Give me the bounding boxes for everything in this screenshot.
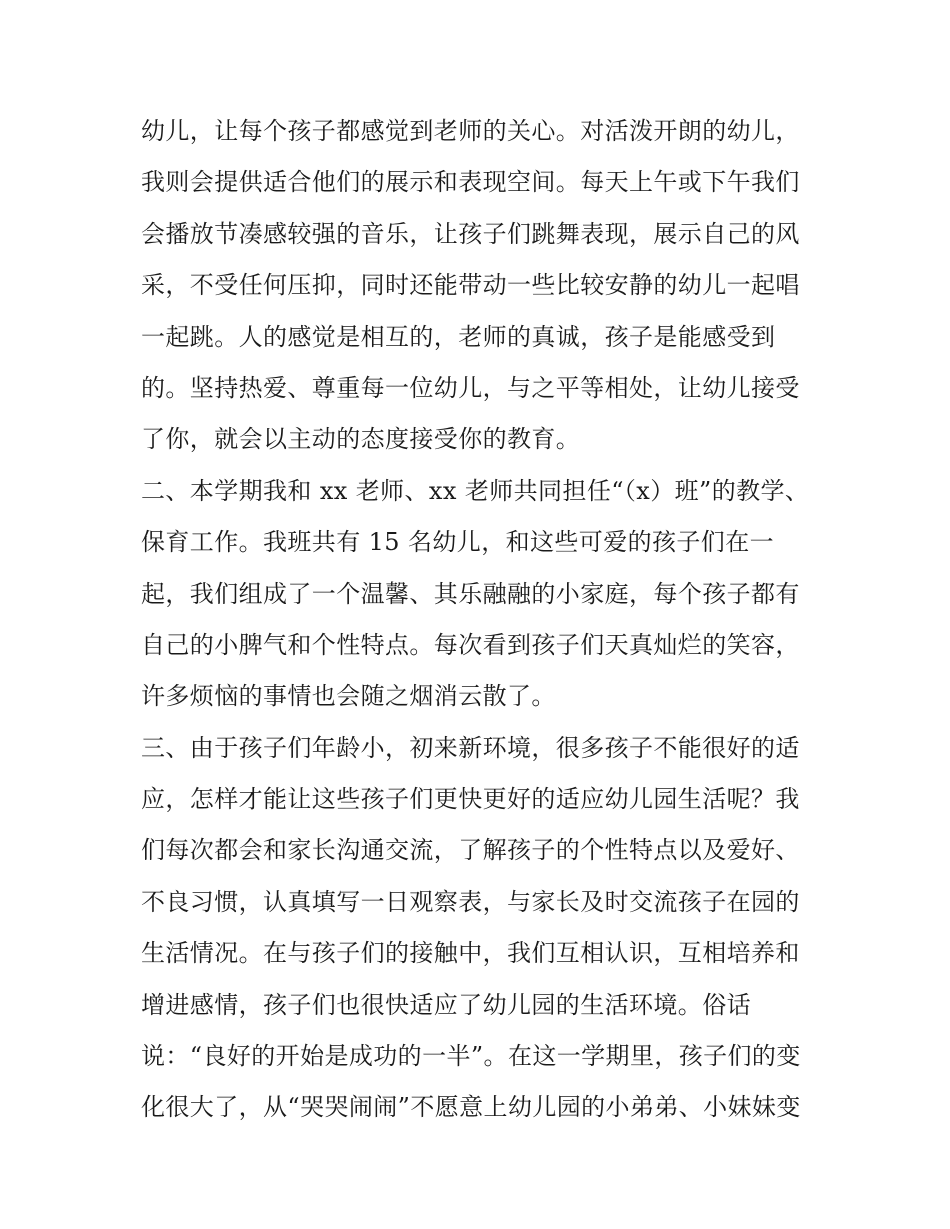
text-line: 会播放节凑感较强的音乐，让孩子们跳舞表现，展示自己的风	[141, 219, 800, 248]
text-line: 我则会提供适合他们的展示和表现空间。每天上午或下午我们	[141, 168, 800, 197]
text-line: 应，怎样才能让这些孩子们更快更好的适应幼儿园生活呢？我	[141, 785, 800, 814]
document-text-body	[141, 106, 821, 1134]
text-line: 许多烦恼的事情也会随之烟消云散了。	[141, 682, 556, 711]
text-line: 生活情况。在与孩子们的接触中，我们互相认识，互相培养和	[141, 939, 800, 968]
text-line: 一起跳。人的感觉是相互的，老师的真诚，孩子是能感受到	[141, 322, 776, 351]
text-line: 采，不受任何压抑，同时还能带动一些比较安静的幼儿一起唱	[141, 271, 800, 300]
text-line: 说：“良好的开始是成功的一半”。在这一学期里，孩子们的变	[141, 1042, 801, 1071]
text-line: 们每次都会和家长沟通交流，了解孩子的个性特点以及爱好、	[141, 836, 800, 865]
text-line: 增进感情，孩子们也很快适应了幼儿园的生活环境。俗话	[141, 990, 751, 1019]
text-line: 二、本学期我和 xx 老师、xx 老师共同担任“（x）班”的教学、	[141, 476, 810, 505]
text-line: 保育工作。我班共有 15 名幼儿，和这些可爱的孩子们在一	[141, 528, 774, 557]
text-line: 自己的小脾气和个性特点。每次看到孩子们天真灿烂的笑容，	[141, 630, 800, 659]
text-line: 的。坚持热爱、尊重每一位幼儿，与之平等相处，让幼儿接受	[141, 373, 800, 402]
text-line: 了你，就会以主动的态度接受你的教育。	[141, 425, 581, 454]
text-line: 幼儿，让每个孩子都感觉到老师的关心。对活泼开朗的幼儿，	[141, 117, 800, 145]
text-line: 三、由于孩子们年龄小，初来新环境，很多孩子不能很好的适	[141, 733, 800, 762]
text-line: 化很大了，从“哭哭闹闹”不愿意上幼儿园的小弟弟、小妹妹变	[141, 1093, 801, 1122]
text-line: 不良习惯，认真填写一日观察表，与家长及时交流孩子在园的	[141, 887, 800, 916]
text-line: 起，我们组成了一个温馨、其乐融融的小家庭，每个孩子都有	[141, 579, 800, 608]
